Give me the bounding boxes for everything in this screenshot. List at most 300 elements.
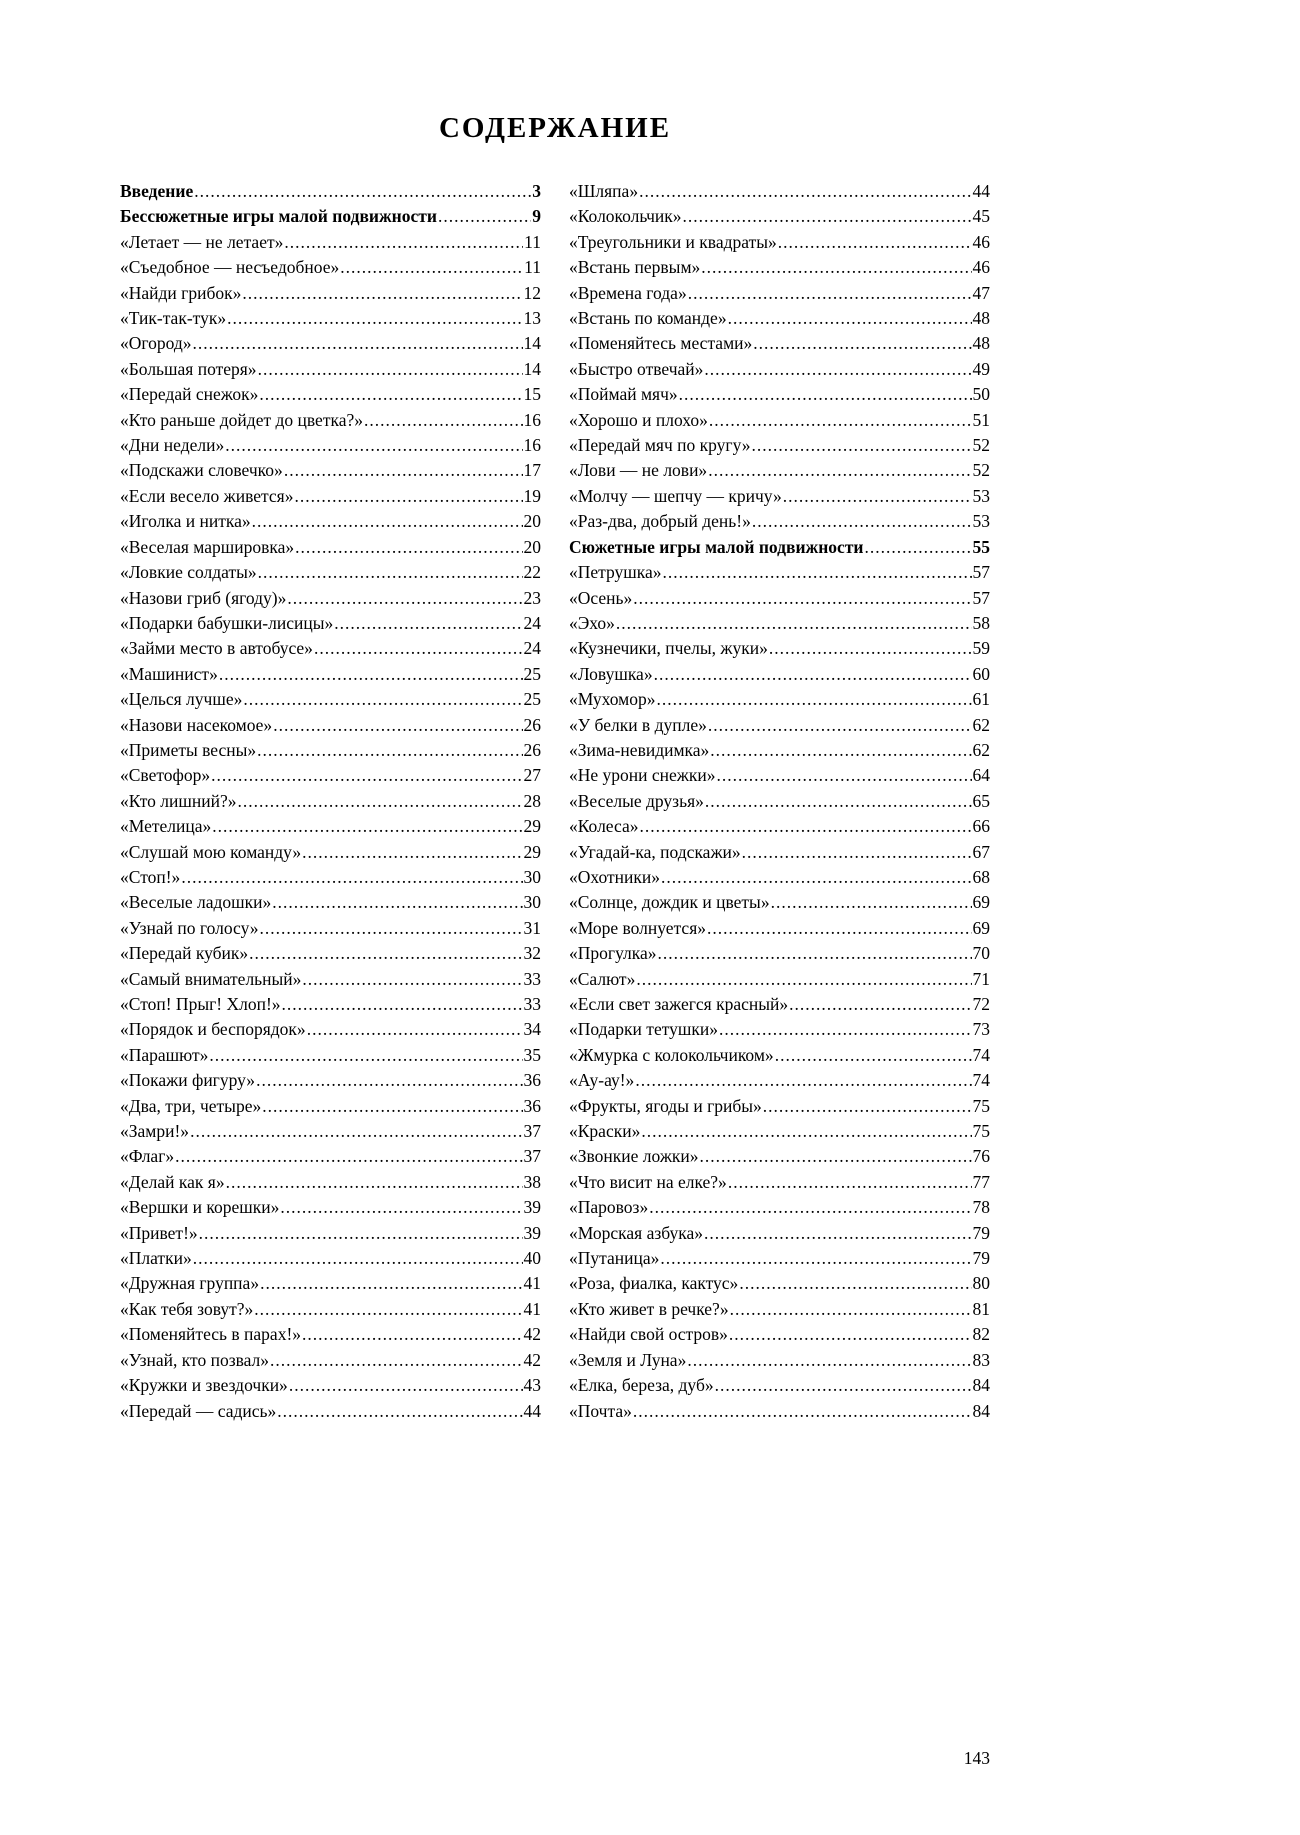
toc-entry-page: 33	[523, 994, 541, 1014]
toc-entry-page: 37	[523, 1146, 541, 1167]
toc-entry-page: 81	[972, 1298, 990, 1319]
toc-entry-label: «Колокольчик»	[569, 206, 682, 227]
toc-entry	[569, 1271, 990, 1296]
toc-leader-dots	[717, 763, 972, 788]
toc-entry	[569, 1195, 990, 1220]
toc-leader-dots	[679, 382, 972, 407]
toc-entry	[120, 1221, 541, 1246]
toc-entry	[569, 1043, 990, 1068]
toc-entry-label: «Флаг»	[120, 1146, 175, 1167]
toc-entry	[120, 1399, 541, 1424]
toc-entry-page: 14	[523, 333, 541, 354]
toc-leader-dots	[709, 408, 972, 433]
toc-entry-page: 24	[523, 638, 541, 659]
toc-entry-page: 16	[523, 435, 541, 456]
toc-entry-page: 75	[972, 1121, 990, 1142]
toc-entry-label: «Огород»	[120, 333, 192, 354]
toc-leader-dots	[654, 662, 972, 687]
toc-leader-dots	[260, 916, 523, 941]
toc-leader-dots	[769, 636, 972, 661]
toc-entry	[120, 179, 541, 204]
toc-entry	[120, 458, 541, 483]
toc-entry-page: 50	[972, 384, 990, 405]
page-title: СОДЕРЖАНИЕ	[438, 112, 672, 144]
toc-entry-label: «Стоп!»	[120, 866, 181, 887]
toc-entry	[120, 230, 541, 255]
toc-leader-dots	[260, 1271, 522, 1296]
toc-leader-dots	[661, 865, 972, 890]
toc-entry-label: «Морская азбука»	[569, 1222, 703, 1243]
toc-leader-dots	[708, 713, 972, 738]
toc-entry-label: «Светофор»	[120, 765, 211, 786]
toc-entry	[120, 1170, 541, 1195]
toc-entry-label: «Встань по команде»	[569, 308, 727, 329]
toc-entry-page: 20	[523, 511, 541, 532]
toc-entry-label: «Поймай мяч»	[569, 384, 678, 405]
toc-entry-label: «Парашют»	[120, 1044, 209, 1065]
toc-entry-page: 19	[523, 485, 541, 506]
toc-entry-label: Введение	[120, 181, 194, 201]
toc-entry	[569, 662, 990, 687]
toc-entry	[120, 1297, 541, 1322]
toc-entry-label: «Поменяйтесь в парах!»	[120, 1324, 302, 1345]
toc-entry-label: «У белки в дупле»	[569, 714, 707, 735]
toc-entry-page: 64	[972, 765, 990, 786]
toc-entry	[569, 357, 990, 382]
toc-entry-page: 73	[972, 1019, 990, 1040]
toc-entry-page: 71	[972, 968, 990, 989]
toc-leader-dots	[334, 611, 522, 636]
toc-leader-dots	[660, 1246, 971, 1271]
toc-leader-dots	[282, 992, 523, 1017]
toc-entry	[120, 738, 541, 763]
toc-leader-dots	[704, 357, 971, 382]
toc-entry-label: «Передай мяч по кругу»	[569, 435, 751, 456]
toc-entry	[569, 586, 990, 611]
toc-entry	[120, 1271, 541, 1296]
toc-entry	[569, 1246, 990, 1271]
toc-entry	[569, 1144, 990, 1169]
toc-entry	[569, 865, 990, 890]
toc-leader-dots	[190, 1119, 522, 1144]
toc-entry-page: 47	[972, 282, 990, 303]
toc-leader-dots	[778, 230, 972, 255]
toc-entry-page: 25	[523, 689, 541, 710]
toc-leader-dots	[295, 535, 522, 560]
toc-entry-label: «Ловушка»	[569, 663, 653, 684]
toc-leader-dots	[212, 814, 522, 839]
toc-entry-page: 66	[972, 816, 990, 837]
toc-entry	[120, 992, 541, 1017]
toc-entry	[120, 814, 541, 839]
toc-leader-dots	[226, 1170, 523, 1195]
toc-entry-label: «Передай — садись»	[120, 1400, 277, 1421]
toc-entry-label: «Почта»	[569, 1400, 632, 1421]
toc-leader-dots	[227, 306, 522, 331]
toc-entry	[120, 1043, 541, 1068]
toc-leader-dots	[700, 1144, 972, 1169]
toc-leader-dots	[277, 1399, 522, 1424]
toc-entry	[120, 1068, 541, 1093]
toc-entry	[120, 789, 541, 814]
toc-entry	[569, 1017, 990, 1042]
toc-leader-dots	[219, 662, 523, 687]
toc-entry-label: «Найди грибок»	[120, 282, 242, 303]
toc-entry	[569, 687, 990, 712]
toc-leader-dots	[633, 1399, 972, 1424]
toc-entry-page: 43	[523, 1375, 541, 1396]
toc-leader-dots	[633, 586, 971, 611]
toc-entry-label: «Кузнечики, пчелы, жуки»	[569, 638, 768, 659]
toc-entry-page: 36	[523, 1070, 541, 1091]
toc-entry	[120, 1144, 541, 1169]
toc-leader-dots	[707, 916, 972, 941]
toc-entry-page: 77	[972, 1171, 990, 1192]
toc-leader-dots	[438, 204, 531, 229]
toc-entry-label: «Прогулка»	[569, 943, 657, 964]
toc-entry	[120, 916, 541, 941]
toc-entry-label: «Быстро отвечай»	[569, 358, 704, 379]
toc-entry-page: 52	[972, 435, 990, 456]
toc-leader-dots	[719, 1017, 972, 1042]
toc-leader-dots	[181, 865, 522, 890]
toc-entry	[569, 484, 990, 509]
toc-entry-label: «Съедобное — несъедобное»	[120, 257, 340, 278]
toc-entry-page: 70	[972, 943, 990, 964]
toc-entry-label: «Кто лишний?»	[120, 790, 237, 811]
toc-entry-page: 84	[972, 1400, 990, 1421]
toc-entry-page: 79	[972, 1248, 990, 1269]
toc-entry	[569, 458, 990, 483]
toc-entry-label: «Шляпа»	[569, 181, 639, 201]
toc-leader-dots	[340, 255, 523, 280]
toc-entry-label: Сюжетные игры малой подвижности	[569, 536, 864, 557]
toc-entry	[569, 509, 990, 534]
toc-leader-dots	[688, 281, 972, 306]
toc-entry-label: «Кружки и звездочки»	[120, 1375, 288, 1396]
toc-leader-dots	[259, 382, 522, 407]
toc-leader-dots	[302, 840, 522, 865]
toc-entry	[120, 255, 541, 280]
toc-entry	[120, 1094, 541, 1119]
toc-entry	[569, 281, 990, 306]
toc-entry-page: 51	[972, 409, 990, 430]
toc-entry	[569, 433, 990, 458]
toc-entry-label: «Солнце, дождик и цветы»	[569, 892, 770, 913]
toc-entry-page: 16	[523, 409, 541, 430]
toc-entry-label: «Треугольники и квадраты»	[569, 231, 777, 252]
toc-leader-dots	[739, 1271, 971, 1296]
toc-entry	[120, 763, 541, 788]
toc-entry-page: 65	[972, 790, 990, 811]
toc-entry-label: «Дни недели»	[120, 435, 225, 456]
page-number: 143	[963, 1748, 990, 1768]
toc-entry-label: «Как тебя зовут?»	[120, 1298, 254, 1319]
toc-leader-dots	[708, 458, 971, 483]
toc-entry-label: «Передай снежок»	[120, 384, 259, 405]
toc-entry-page: 41	[523, 1298, 541, 1319]
toc-leader-dots	[649, 1195, 971, 1220]
toc-entry-page: 30	[523, 866, 541, 887]
toc-entry-label: «Паровоз»	[569, 1197, 649, 1218]
toc-entry-label: «Времена года»	[569, 282, 687, 303]
toc-leader-dots	[294, 484, 522, 509]
toc-leader-dots	[209, 1043, 522, 1068]
toc-leader-dots	[280, 1195, 522, 1220]
toc-entry-page: 57	[972, 562, 990, 583]
toc-entry-label: «Подарки тетушки»	[569, 1019, 718, 1040]
toc-entry	[569, 255, 990, 280]
toc-entry-page: 48	[972, 333, 990, 354]
toc-entry	[120, 357, 541, 382]
toc-entry-page: 74	[972, 1070, 990, 1091]
toc-entry-page: 83	[972, 1349, 990, 1370]
toc-entry-label: «Найди свой остров»	[569, 1324, 728, 1345]
toc-entry	[120, 662, 541, 687]
toc-entry-label: «Елка, береза, дуб»	[569, 1375, 714, 1396]
toc-entry	[120, 535, 541, 560]
toc-entry-label: «Самый внимательный»	[120, 968, 302, 989]
toc-leader-dots	[710, 738, 971, 763]
toc-entry	[569, 408, 990, 433]
toc-entry	[569, 611, 990, 636]
toc-entry	[569, 941, 990, 966]
toc-entry	[120, 433, 541, 458]
toc-leader-dots	[730, 1297, 972, 1322]
toc-entry-page: 22	[523, 562, 541, 583]
toc-entry-label: «Угадай-ка, подскажи»	[569, 841, 741, 862]
toc-entry-label: «Кто раньше дойдет до цветка?»	[120, 409, 363, 430]
toc-entry-label: «Назови гриб (ягоду)»	[120, 587, 287, 608]
toc-leader-dots	[302, 1322, 522, 1347]
toc-entry-page: 45	[972, 206, 990, 227]
toc-entry	[120, 306, 541, 331]
toc-leader-dots	[272, 890, 522, 915]
toc-leader-dots	[193, 1246, 523, 1271]
toc-leader-dots	[225, 433, 522, 458]
toc-leader-dots	[729, 1322, 972, 1347]
toc-leader-dots	[763, 1094, 972, 1119]
toc-entry-page: 68	[972, 866, 990, 887]
toc-entry	[120, 636, 541, 661]
toc-entry	[569, 382, 990, 407]
toc-entry	[569, 204, 990, 229]
toc-leader-dots	[273, 713, 522, 738]
toc-entry-label: «Хорошо и плохо»	[569, 409, 708, 430]
toc-entry-page: 44	[972, 181, 990, 201]
toc-entry-page: 49	[972, 358, 990, 379]
toc-leader-dots	[639, 179, 971, 204]
toc-entry	[120, 1322, 541, 1347]
toc-leader-dots	[199, 1221, 523, 1246]
toc-entry	[569, 230, 990, 255]
toc-entry-label: «Привет!»	[120, 1222, 198, 1243]
toc-entry	[569, 814, 990, 839]
toc-entry-page: 15	[523, 384, 541, 405]
toc-entry-label: «Что висит на елке?»	[569, 1171, 727, 1192]
toc-entry	[569, 1297, 990, 1322]
toc-column-right	[569, 179, 990, 1424]
toc-leader-dots	[783, 484, 972, 509]
toc-entry-label: «Роза, фиалка, кактус»	[569, 1273, 739, 1294]
toc-entry-label: «Ловкие солдаты»	[120, 562, 257, 583]
toc-entry	[120, 1017, 541, 1042]
toc-entry-page: 62	[972, 739, 990, 760]
toc-entry-label: «Если весело живется»	[120, 485, 294, 506]
toc-entry-page: 13	[523, 308, 541, 329]
toc-entry-page: 38	[523, 1171, 541, 1192]
toc-entry	[120, 611, 541, 636]
toc-entry	[120, 967, 541, 992]
toc-entry	[569, 713, 990, 738]
toc-leader-dots	[635, 1068, 971, 1093]
toc-entry	[569, 789, 990, 814]
toc-leader-dots	[656, 687, 971, 712]
toc-entry-label: «Займи место в автобусе»	[120, 638, 313, 659]
toc-entry	[569, 306, 990, 331]
toc-column-left	[120, 179, 541, 1424]
toc-entry-page: 53	[972, 485, 990, 506]
toc-entry-page: 23	[523, 587, 541, 608]
toc-entry-page: 62	[972, 714, 990, 735]
toc-leader-dots	[287, 586, 522, 611]
toc-entry-page: 17	[523, 460, 541, 481]
toc-entry	[569, 992, 990, 1017]
toc-entry-page: 36	[523, 1095, 541, 1116]
toc-leader-dots	[314, 636, 523, 661]
toc-leader-dots	[242, 281, 522, 306]
toc-entry-label: «Звонкие ложки»	[569, 1146, 699, 1167]
toc-entry-label: «Стоп! Прыг! Хлоп!»	[120, 994, 281, 1014]
toc-entry	[569, 1119, 990, 1144]
toc-entry	[569, 560, 990, 585]
toc-entry-page: 44	[523, 1400, 541, 1421]
toc-entry-page: 39	[523, 1197, 541, 1218]
toc-entry	[120, 865, 541, 890]
toc-entry-page: 32	[523, 943, 541, 964]
toc-entry-label: «Жмурка с колокольчиком»	[569, 1044, 774, 1065]
toc-entry	[120, 1119, 541, 1144]
toc-entry-label: «Узнай, кто позвал»	[120, 1349, 270, 1370]
toc-leader-dots	[752, 433, 972, 458]
toc-leader-dots	[641, 1119, 971, 1144]
toc-entry	[569, 840, 990, 865]
toc-entry-page: 78	[972, 1197, 990, 1218]
toc-entry	[569, 1348, 990, 1373]
toc-columns	[120, 179, 990, 1424]
toc-entry-page: 79	[972, 1222, 990, 1243]
toc-entry-page: 80	[972, 1273, 990, 1294]
toc-entry-label: Бессюжетные игры малой подвижности	[120, 206, 437, 227]
toc-entry-label: «Море волнуется»	[569, 917, 706, 938]
toc-entry-label: «Платки»	[120, 1248, 192, 1269]
toc-entry	[569, 179, 990, 204]
toc-entry-page: 84	[972, 1375, 990, 1396]
toc-entry	[569, 1221, 990, 1246]
toc-entry-label: «Покажи фигуру»	[120, 1070, 256, 1091]
toc-entry-label: «Веселые ладошки»	[120, 892, 272, 913]
toc-leader-dots	[270, 1348, 522, 1373]
toc-leader-dots	[262, 1094, 522, 1119]
toc-entry	[569, 535, 990, 560]
toc-entry-page: 57	[972, 587, 990, 608]
toc-entry-page: 27	[523, 765, 541, 786]
toc-entry-label: «Раз-два, добрый день!»	[569, 511, 751, 532]
toc-entry-label: «Делай как я»	[120, 1171, 225, 1192]
toc-leader-dots	[237, 789, 522, 814]
toc-entry	[569, 636, 990, 661]
toc-entry-page: 59	[972, 638, 990, 659]
toc-leader-dots	[636, 967, 971, 992]
toc-leader-dots	[302, 967, 522, 992]
toc-entry-label: «Фрукты, ягоды и грибы»	[569, 1095, 762, 1116]
toc-leader-dots	[194, 179, 531, 204]
toc-leader-dots	[771, 890, 972, 915]
toc-leader-dots	[193, 331, 523, 356]
toc-entry-label: «Дружная группа»	[120, 1273, 260, 1294]
toc-leader-dots	[284, 458, 523, 483]
toc-entry-page: 26	[523, 714, 541, 735]
toc-entry-page: 29	[523, 841, 541, 862]
toc-entry-page: 55	[972, 536, 990, 557]
toc-entry-page: 11	[524, 257, 541, 278]
toc-leader-dots	[211, 763, 522, 788]
toc-entry-label: «Петрушка»	[569, 562, 662, 583]
toc-entry-label: «Кто живет в речке?»	[569, 1298, 729, 1319]
toc-leader-dots	[775, 1043, 972, 1068]
toc-entry-label: «Молчу — шепчу — кричу»	[569, 485, 782, 506]
toc-entry-label: «Зима-невидимка»	[569, 739, 710, 760]
toc-entry-page: 20	[523, 536, 541, 557]
toc-entry	[120, 204, 541, 229]
toc-entry	[569, 890, 990, 915]
toc-entry	[120, 560, 541, 585]
toc-entry-page: 72	[972, 994, 990, 1014]
toc-entry-label: «Поменяйтесь местами»	[569, 333, 753, 354]
toc-entry-page: 74	[972, 1044, 990, 1065]
toc-entry	[569, 916, 990, 941]
toc-leader-dots	[663, 560, 972, 585]
toc-entry-page: 24	[523, 612, 541, 633]
toc-leader-dots	[257, 738, 522, 763]
toc-leader-dots	[175, 1144, 522, 1169]
toc-leader-dots	[701, 255, 971, 280]
toc-entry	[569, 1399, 990, 1424]
toc-entry	[120, 281, 541, 306]
toc-entry-page: 48	[972, 308, 990, 329]
toc-entry	[120, 941, 541, 966]
toc-entry-label: «Большая потеря»	[120, 358, 257, 379]
toc-leader-dots	[658, 941, 972, 966]
toc-entry	[569, 1170, 990, 1195]
toc-leader-dots	[704, 1221, 972, 1246]
toc-leader-dots	[252, 509, 523, 534]
toc-entry-label: «Путаница»	[569, 1248, 660, 1269]
toc-entry-page: 11	[524, 231, 541, 252]
toc-entry-page: 25	[523, 663, 541, 684]
toc-entry-label: «Порядок и беспорядок»	[120, 1019, 306, 1040]
toc-entry	[120, 1348, 541, 1373]
toc-entry-label: «Подскажи словечко»	[120, 460, 283, 481]
toc-entry	[120, 509, 541, 534]
toc-entry-page: 53	[972, 511, 990, 532]
toc-leader-dots	[742, 840, 972, 865]
toc-entry-page: 75	[972, 1095, 990, 1116]
toc-entry	[569, 1068, 990, 1093]
toc-leader-dots	[687, 1348, 971, 1373]
toc-entry-page: 42	[523, 1324, 541, 1345]
toc-entry-label: «Машинист»	[120, 663, 218, 684]
